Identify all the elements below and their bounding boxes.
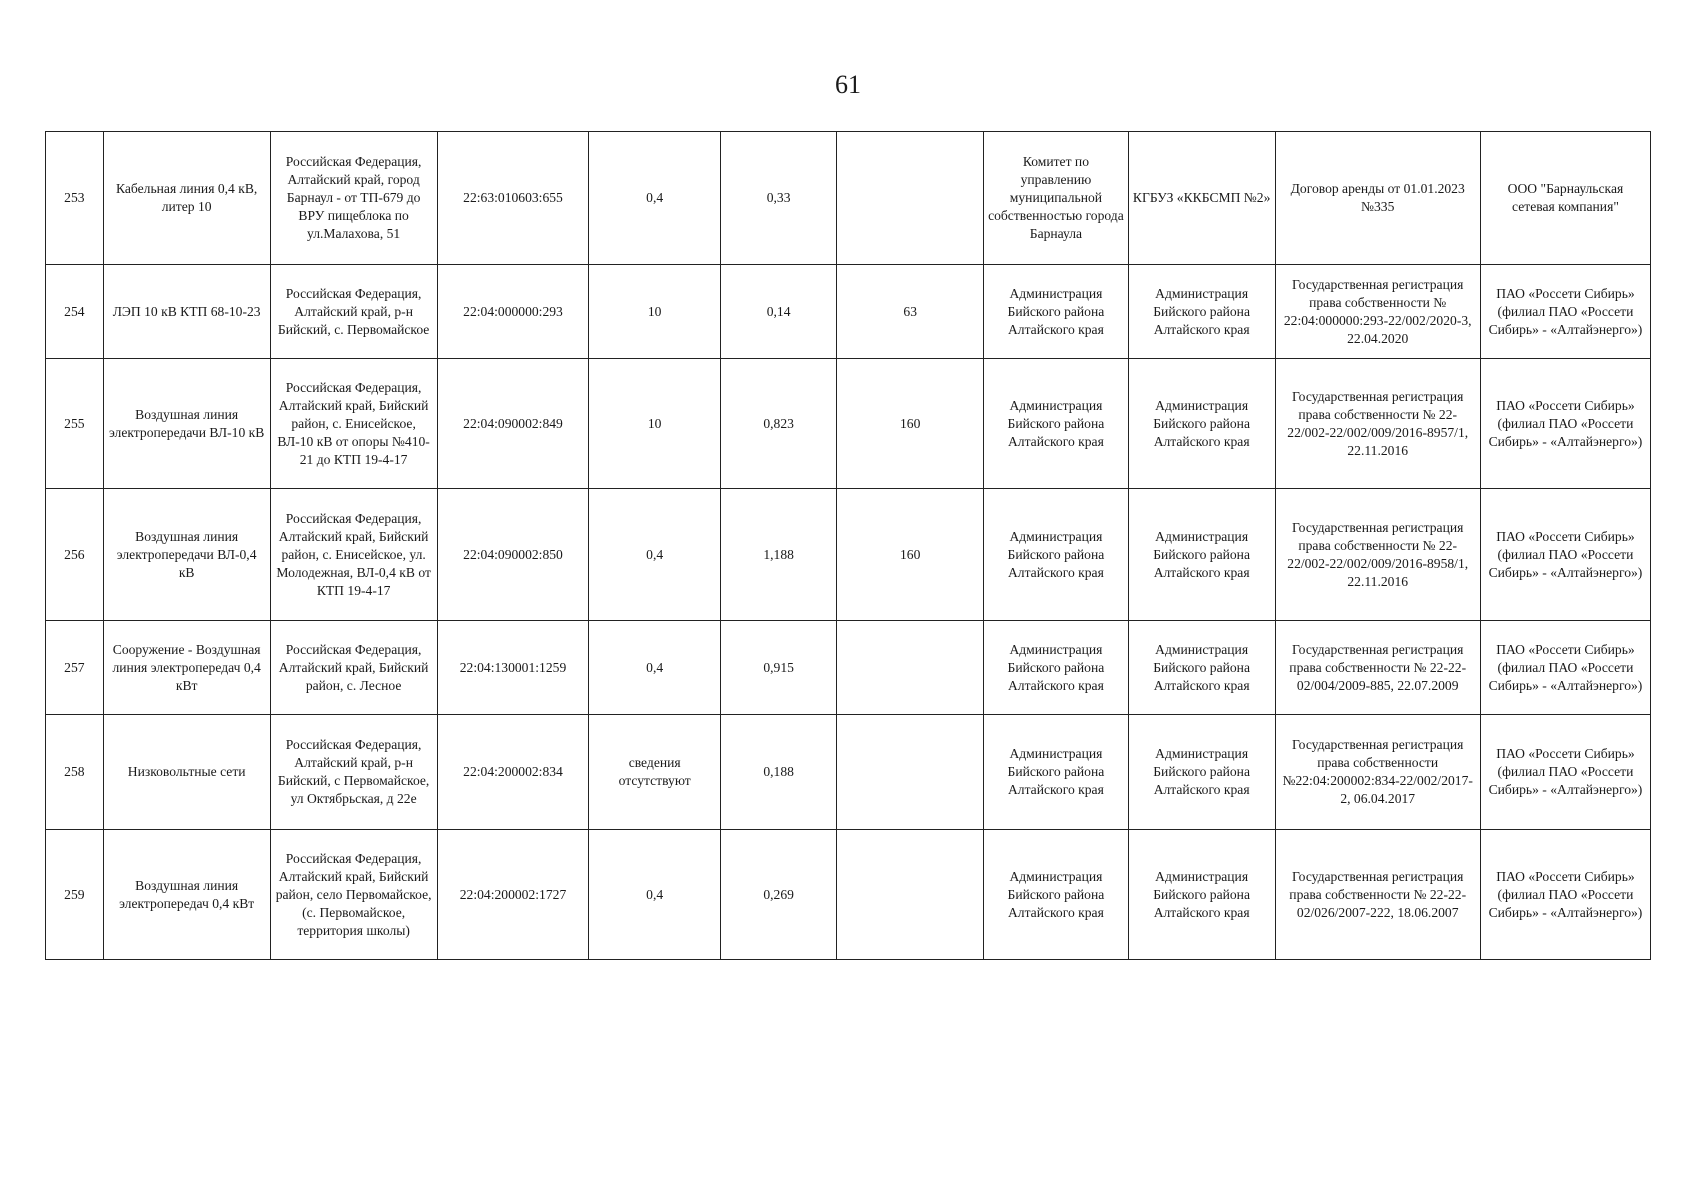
row-number: 257 bbox=[46, 621, 104, 715]
table-row bbox=[46, 359, 1651, 489]
row-number: 253 bbox=[46, 132, 104, 265]
table-row bbox=[46, 489, 1651, 621]
power-value bbox=[837, 132, 984, 265]
owner: Администрация Бийского района Алтайского края bbox=[984, 621, 1129, 715]
ownership-document: Государственная регистрация права собственности № 22-22/002-22/002/009/2016-8957/1, 22.11.2016 bbox=[1275, 359, 1480, 489]
object-address: Российская Федерация, Алтайский край, Бийский район, с. Енисейское, ВЛ-10 кВ от опоры №410-21 до КТП 19-4-17 bbox=[270, 359, 437, 489]
row-number: 255 bbox=[46, 359, 104, 489]
object-name: Низковольтные сети bbox=[103, 715, 270, 830]
length-value: 0,188 bbox=[720, 715, 836, 830]
holder: КГБУЗ «ККБСМП №2» bbox=[1128, 132, 1275, 265]
table-row bbox=[46, 621, 1651, 715]
object-address: Российская Федерация, Алтайский край, Бийский район, с. Лесное bbox=[270, 621, 437, 715]
owner: Администрация Бийского района Алтайского края bbox=[984, 489, 1129, 621]
object-name: Воздушная линия электропередачи ВЛ-0,4 кВ bbox=[103, 489, 270, 621]
power-value bbox=[837, 715, 984, 830]
voltage-value: 0,4 bbox=[589, 132, 721, 265]
grid-operator: ПАО «Россети Сибирь» (филиал ПАО «Россети Сибирь» - «Алтайэнерго») bbox=[1480, 715, 1650, 830]
cadastral-number: 22:04:090002:849 bbox=[437, 359, 589, 489]
cadastral-number: 22:04:200002:1727 bbox=[437, 830, 589, 960]
grid-operator: ПАО «Россети Сибирь» (филиал ПАО «Россети Сибирь» - «Алтайэнерго») bbox=[1480, 265, 1650, 359]
object-name: Воздушная линия электропередачи ВЛ-10 кВ bbox=[103, 359, 270, 489]
voltage-value: 0,4 bbox=[589, 621, 721, 715]
voltage-value: 10 bbox=[589, 359, 721, 489]
object-address: Российская Федерация, Алтайский край, р-н Бийский, с. Первомайское bbox=[270, 265, 437, 359]
table-row bbox=[46, 830, 1651, 960]
ownership-document: Государственная регистрация права собственности № 22-22-02/026/2007-222, 18.06.2007 bbox=[1275, 830, 1480, 960]
object-address: Российская Федерация, Алтайский край, город Барнаул - от ТП-679 до ВРУ пищеблока по ул.Малахова, 51 bbox=[270, 132, 437, 265]
row-number: 258 bbox=[46, 715, 104, 830]
grid-operator: ПАО «Россети Сибирь» (филиал ПАО «Россети Сибирь» - «Алтайэнерго») bbox=[1480, 359, 1650, 489]
cadastral-number: 22:04:000000:293 bbox=[437, 265, 589, 359]
power-value: 160 bbox=[837, 359, 984, 489]
holder: Администрация Бийского района Алтайского края bbox=[1128, 359, 1275, 489]
object-name: Кабельная линия 0,4 кВ, литер 10 bbox=[103, 132, 270, 265]
power-value: 63 bbox=[837, 265, 984, 359]
length-value: 0,14 bbox=[720, 265, 836, 359]
length-value: 0,915 bbox=[720, 621, 836, 715]
ownership-document: Государственная регистрация права собственности № 22-22-02/004/2009-885, 22.07.2009 bbox=[1275, 621, 1480, 715]
voltage-value: 10 bbox=[589, 265, 721, 359]
object-address: Российская Федерация, Алтайский край, р-н Бийский, с Первомайское, ул Октябрьская, д 22е bbox=[270, 715, 437, 830]
grid-operator: ПАО «Россети Сибирь» (филиал ПАО «Россети Сибирь» - «Алтайэнерго») bbox=[1480, 489, 1650, 621]
owner: Комитет по управлению муниципальной собственностью города Барнаула bbox=[984, 132, 1129, 265]
owner: Администрация Бийского района Алтайского края bbox=[984, 715, 1129, 830]
length-value: 0,823 bbox=[720, 359, 836, 489]
page-number: 61 bbox=[835, 70, 861, 99]
grid-operator: ООО "Барнаульская сетевая компания" bbox=[1480, 132, 1650, 265]
holder: Администрация Бийского района Алтайского края bbox=[1128, 830, 1275, 960]
object-name: Сооружение - Воздушная линия электропередач 0,4 кВт bbox=[103, 621, 270, 715]
object-address: Российская Федерация, Алтайский край, Бийский район, с. Енисейское, ул. Молодежная, ВЛ-0,4 кВ от КТП 19-4-17 bbox=[270, 489, 437, 621]
table-row bbox=[46, 265, 1651, 359]
power-value: 160 bbox=[837, 489, 984, 621]
voltage-value: 0,4 bbox=[589, 830, 721, 960]
length-value: 0,33 bbox=[720, 132, 836, 265]
grid-operator: ПАО «Россети Сибирь» (филиал ПАО «Россети Сибирь» - «Алтайэнерго») bbox=[1480, 621, 1650, 715]
cadastral-number: 22:04:200002:834 bbox=[437, 715, 589, 830]
object-name: ЛЭП 10 кВ КТП 68-10-23 bbox=[103, 265, 270, 359]
ownership-document: Договор аренды от 01.01.2023 №335 bbox=[1275, 132, 1480, 265]
power-value bbox=[837, 621, 984, 715]
registry-table bbox=[45, 131, 1651, 960]
length-value: 1,188 bbox=[720, 489, 836, 621]
holder: Администрация Бийского района Алтайского края bbox=[1128, 621, 1275, 715]
cadastral-number: 22:04:090002:850 bbox=[437, 489, 589, 621]
cadastral-number: 22:04:130001:1259 bbox=[437, 621, 589, 715]
table-row bbox=[46, 715, 1651, 830]
holder: Администрация Бийского района Алтайского края bbox=[1128, 265, 1275, 359]
ownership-document: Государственная регистрация права собственности № 22:04:000000:293-22/002/2020-3, 22.04.2020 bbox=[1275, 265, 1480, 359]
power-value bbox=[837, 830, 984, 960]
object-name: Воздушная линия электропередач 0,4 кВт bbox=[103, 830, 270, 960]
holder: Администрация Бийского района Алтайского края bbox=[1128, 715, 1275, 830]
holder: Администрация Бийского района Алтайского края bbox=[1128, 489, 1275, 621]
length-value: 0,269 bbox=[720, 830, 836, 960]
voltage-value: сведения отсутствуют bbox=[589, 715, 721, 830]
table-row bbox=[46, 132, 1651, 265]
cadastral-number: 22:63:010603:655 bbox=[437, 132, 589, 265]
ownership-document: Государственная регистрация права собственности № 22-22/002-22/002/009/2016-8958/1, 22.11.2016 bbox=[1275, 489, 1480, 621]
voltage-value: 0,4 bbox=[589, 489, 721, 621]
owner: Администрация Бийского района Алтайского края bbox=[984, 265, 1129, 359]
ownership-document: Государственная регистрация права собственности №22:04:200002:834-22/002/2017-2, 06.04.2017 bbox=[1275, 715, 1480, 830]
owner: Администрация Бийского района Алтайского края bbox=[984, 359, 1129, 489]
grid-operator: ПАО «Россети Сибирь» (филиал ПАО «Россети Сибирь» - «Алтайэнерго») bbox=[1480, 830, 1650, 960]
owner: Администрация Бийского района Алтайского края bbox=[984, 830, 1129, 960]
row-number: 254 bbox=[46, 265, 104, 359]
object-address: Российская Федерация, Алтайский край, Бийский район, село Первомайское, (с. Первомайское, территория школы) bbox=[270, 830, 437, 960]
row-number: 256 bbox=[46, 489, 104, 621]
row-number: 259 bbox=[46, 830, 104, 960]
